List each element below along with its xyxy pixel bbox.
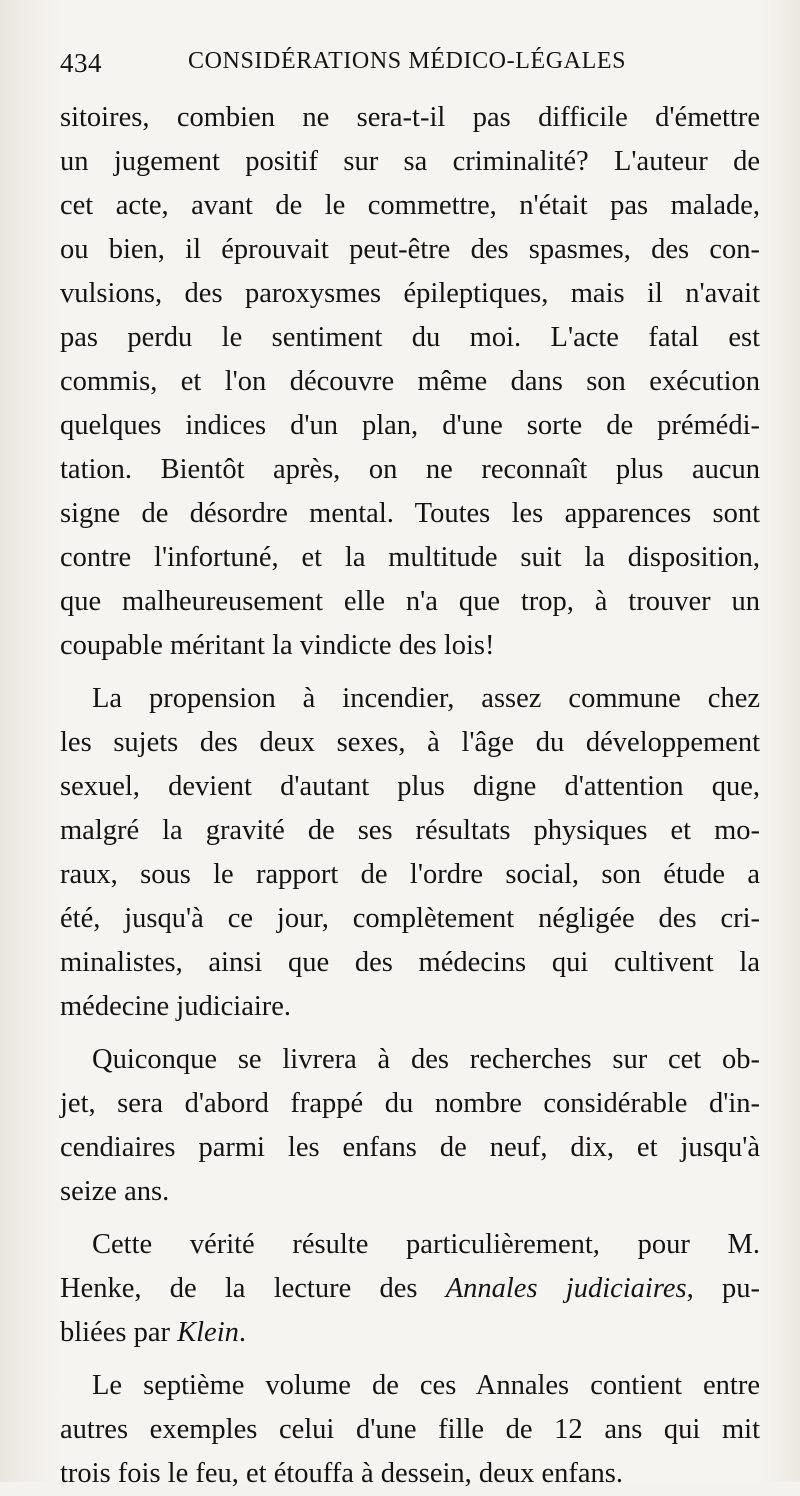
text-line: les sujets des deux sexes, à l'âge du développement: [60, 727, 760, 758]
text-line: raux, sous le rapport de l'ordre social, son étude a: [60, 859, 760, 890]
text-line: Le septième volume de ces Annales contient entre: [92, 1370, 760, 1401]
italic-author-name: Klein: [177, 1317, 239, 1348]
text-line: vulsions, des paroxysmes épileptiques, mais il n'avait: [60, 278, 760, 309]
text-line: commis, et l'on découvre même dans son exécution: [60, 366, 760, 397]
text-line: signe de désordre mental. Toutes les apparences sont: [60, 498, 760, 529]
text-line: médecine judiciaire.: [60, 991, 292, 1022]
text-line: minalistes, ainsi que des médecins qui cultivent la: [60, 947, 760, 978]
paragraph-2: [60, 677, 760, 1029]
text-line: Cette vérité résulte particulièrement, pour M.: [92, 1229, 760, 1260]
text-line: La propension à incendier, assez commune chez: [92, 683, 760, 714]
text-line: que malheureusement elle n'a que trop, à trouver un: [60, 586, 760, 617]
text-line: sexuel, devient d'autant plus digne d'attention que,: [60, 771, 760, 802]
italic-title: Annales judiciaires: [445, 1273, 687, 1304]
text-line: ou bien, il éprouvait peut-être des spasmes, des con-: [60, 234, 760, 265]
running-title: CONSIDÉRATIONS MÉDICO-LÉGALES: [188, 48, 627, 74]
text-line-with-italic: [60, 1267, 760, 1311]
text-line: seize ans.: [60, 1176, 170, 1207]
body-text: [60, 96, 760, 1496]
text-line: pas perdu le sentiment du moi. L'acte fatal est: [60, 322, 760, 353]
text-line: Quiconque se livrera à des recherches sur cet ob-: [92, 1044, 760, 1075]
paragraph-3: [60, 1038, 760, 1214]
text-line: contre l'infortuné, et la multitude suit la disposition,: [60, 542, 760, 573]
text-line: jet, sera d'abord frappé du nombre considérable d'in-: [60, 1088, 760, 1119]
text-line: sitoires, combien ne sera-t-il pas difficile d'émettre: [60, 102, 760, 133]
text-segment: bliées par: [60, 1317, 178, 1348]
text-line: un jugement positif sur sa criminalité? L'auteur de: [60, 146, 760, 177]
text-line: été, jusqu'à ce jour, complètement négligée des cri-: [60, 903, 760, 934]
text-line-with-italic: [60, 1311, 760, 1355]
text-segment: .: [238, 1317, 246, 1348]
page-header: [60, 48, 742, 84]
text-line: autres exemples celui d'une fille de 12 ans qui mit: [60, 1414, 760, 1445]
text-line: coupable méritant la vindicte des lois!: [60, 630, 495, 661]
text-segment: , pu-: [686, 1273, 760, 1304]
paragraph-1: [60, 96, 760, 668]
paragraph-5: [60, 1364, 760, 1496]
page-number: 434: [60, 48, 102, 78]
text-line: quelques indices d'un plan, d'une sorte de prémédi-: [60, 410, 760, 441]
text-line: tation. Bientôt après, on ne reconnaît plus aucun: [60, 454, 760, 485]
text-line: malgré la gravité de ses résultats physiques et mo-: [60, 815, 760, 846]
text-line: cet acte, avant de le commettre, n'était pas malade,: [60, 190, 760, 221]
text-line: cendiaires parmi les enfans de neuf, dix, et jusqu'à: [60, 1132, 760, 1163]
text-line: trois fois le feu, et étouffa à dessein, deux enfans.: [60, 1458, 623, 1489]
text-segment: Henke, de la lecture des: [60, 1273, 446, 1304]
paragraph-4: [60, 1223, 760, 1355]
